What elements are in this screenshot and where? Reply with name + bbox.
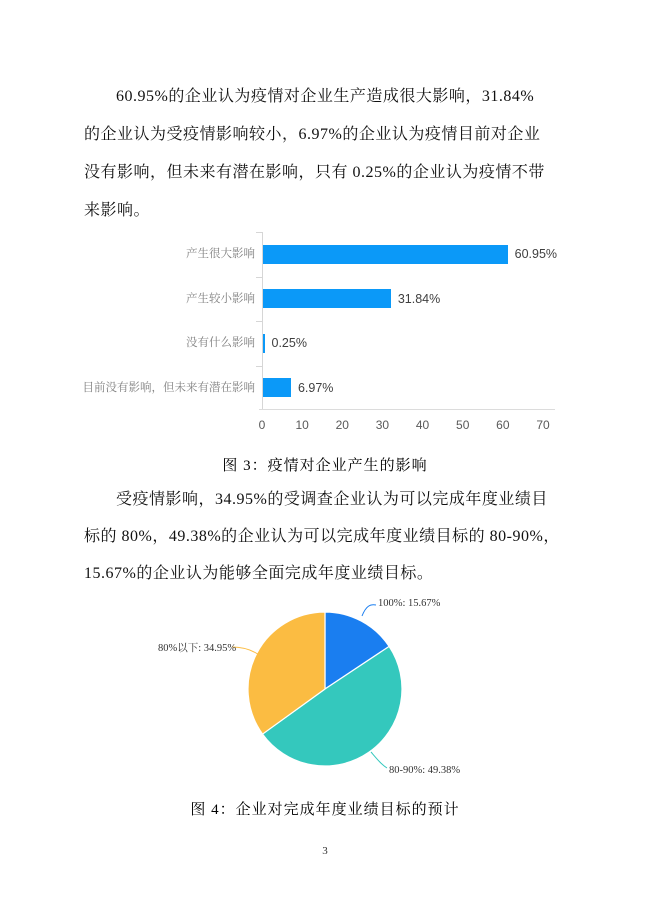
bar-value-label: 60.95% bbox=[514, 247, 558, 261]
bar-chart-figure3 bbox=[82, 232, 575, 442]
pie-label-100: 100%: 15.67% bbox=[378, 598, 441, 609]
pie-graphic bbox=[240, 604, 410, 774]
bar-value-label: 6.97% bbox=[297, 380, 334, 395]
axis-tick-notch bbox=[256, 321, 262, 322]
paragraph-line: 受疫情影响，34.95%的受调查企业认为可以完成年度业绩目 bbox=[116, 491, 548, 508]
bar-row bbox=[82, 366, 565, 411]
x-axis-tick-label: 0 bbox=[258, 418, 266, 432]
bar bbox=[263, 378, 291, 397]
axis-tick-notch bbox=[256, 277, 262, 278]
x-axis-tick-label: 70 bbox=[536, 418, 550, 432]
x-axis-tick-label: 20 bbox=[335, 418, 349, 432]
pie-label-80-90: 80-90%: 49.38% bbox=[389, 765, 461, 776]
bar bbox=[263, 245, 508, 264]
x-axis-tick-label: 10 bbox=[295, 418, 309, 432]
bar-category-label: 产生较小影响 bbox=[186, 292, 255, 305]
bar-row bbox=[85, 321, 565, 366]
axis-tick-notch bbox=[256, 232, 262, 233]
bar-category-label: 产生很大影响 bbox=[186, 248, 255, 260]
bar-row bbox=[85, 277, 565, 322]
bar-category-label: 没有什么影响 bbox=[186, 337, 255, 349]
bar-value-label: 31.84% bbox=[397, 291, 441, 306]
page-number: 3 bbox=[322, 845, 328, 857]
paragraph-line: 标的 80%，49.38%的企业认为可以完成年度业绩目标的 80-90%， bbox=[84, 528, 560, 545]
paragraph-targets bbox=[84, 481, 570, 592]
paragraph-line: 15.67%的企业认为能够全面完成年度业绩目标。 bbox=[84, 565, 434, 582]
figure4-caption: 图 4：企业对完成年度业绩目标的预计 bbox=[190, 802, 460, 818]
paragraph-line: 60.95%的企业认为疫情对企业生产造成很大影响，31.84% bbox=[116, 88, 535, 105]
x-axis-tick-label: 30 bbox=[375, 418, 390, 432]
pie-label-80-below: 80%以下: 34.95% bbox=[158, 643, 237, 654]
x-axis-tick-label: 40 bbox=[415, 418, 430, 432]
paragraph-line: 没有影响，但未来有潜在影响，只有 0.25%的企业认为疫情不带 bbox=[84, 164, 545, 181]
pie-chart-figure4 bbox=[150, 597, 520, 789]
bar-value-label: 0.25% bbox=[271, 336, 307, 350]
paragraph-line: 来影响。 bbox=[84, 202, 151, 219]
bar bbox=[263, 334, 265, 353]
bar-chart-plot-area bbox=[82, 232, 565, 410]
x-axis-tick-label: 60 bbox=[496, 418, 510, 432]
axis-tick-notch bbox=[256, 366, 262, 367]
bar-row bbox=[85, 232, 565, 277]
bar-category-label: 目前没有影响，但未来有潜在影响 bbox=[82, 381, 255, 394]
figure3-caption: 图 3：疫情对企业产生的影响 bbox=[222, 458, 428, 474]
paragraph-impact bbox=[84, 78, 570, 230]
paragraph-line: 的企业认为受疫情影响较小，6.97%的企业认为疫情目前对企业 bbox=[84, 126, 541, 143]
x-axis-tick-label: 50 bbox=[456, 418, 470, 432]
bar bbox=[263, 289, 391, 308]
